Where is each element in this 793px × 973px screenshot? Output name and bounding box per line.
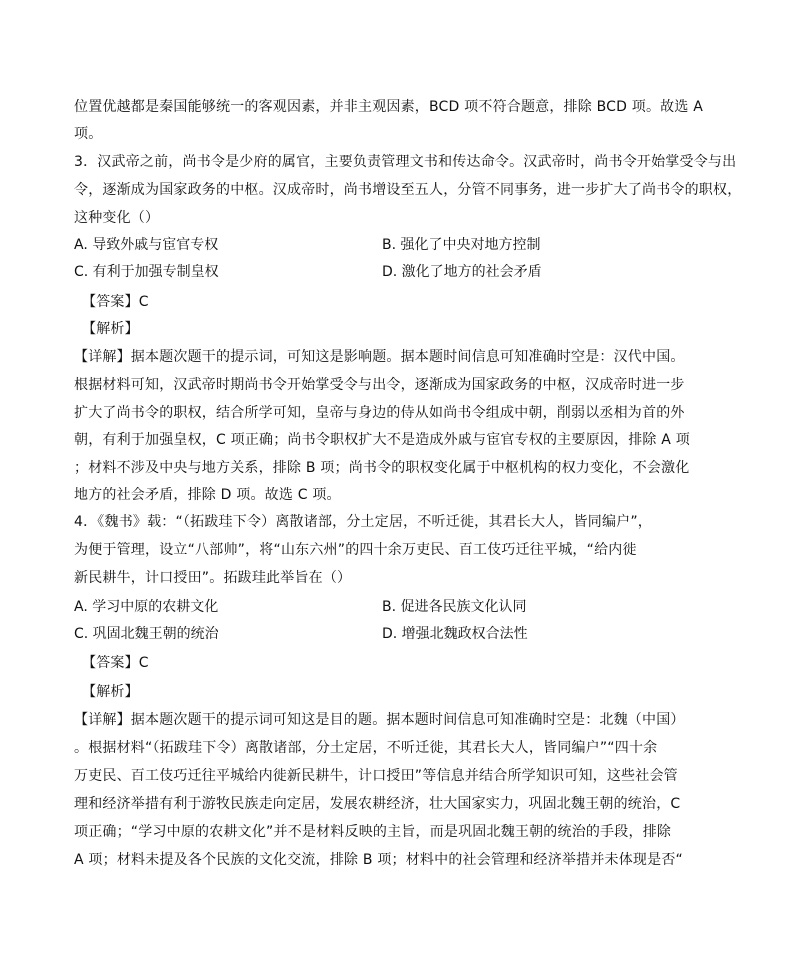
answer-label: 【答案】C: [82, 655, 149, 671]
question-stem-line: 3．汉武帝之前，尚书令是少府的属官，主要负责管理文书和传达命令。汉武帝时，尚书令开始掌受令与出: [74, 154, 737, 170]
question-stem-line: 4．《魏书》载：“（拓跋珪下令）离散诸部，分土定居，不听迁徙，其君长大人，皆同编户”，: [74, 514, 653, 530]
option-d: D. 激化了地方的社会矛盾: [382, 264, 542, 280]
explanation-line: 理和经济举措有利于游牧民族走向定居，发展农耕经济，壮大国家实力，巩固北魏王朝的统治，C: [74, 796, 681, 812]
explanation-line: 【详解】据本题次题干的提示词，可知这是影响题。据本题时间信息可知准确时空是：汉代中国。: [74, 349, 685, 365]
question-stem-line: 为便于管理，设立“八部帅”，将“山东六州”的四十余万吏民、百工伎巧迁往平城，“给内徙: [74, 542, 637, 558]
option-a: A. 导致外戚与宦官专权: [74, 237, 219, 253]
explanation-line: 朝，有利于加强皇权，C 项正确；尚书令职权扩大不是造成外戚与宦官专权的主要原因，排除 A 项: [74, 432, 690, 448]
explanation-line: 项正确；“学习中原的农耕文化”并不是材料反映的主旨，而是巩固北魏王朝的统治的手段，排除: [74, 824, 672, 840]
explanation-line: 扩大了尚书令的职权，结合所学可知，皇帝与身边的侍从如尚书令组成中朝，削弱以丞相为首的外: [74, 405, 685, 421]
explanation-line: 。根据材料“（拓跋珪下令）离散诸部，分土定居，不听迁徙，其君长大人，皆同编户”“四十余: [74, 740, 658, 756]
option-d: D. 增强北魏政权合法性: [382, 626, 528, 642]
text-line: 项。: [74, 126, 103, 142]
explanation-line: 万吏民、百工伎巧迁往平城给内徙新民耕牛，计口授田”等信息并结合所学知识可知，这些社会管: [74, 768, 678, 784]
question-stem-line: 令，逐渐成为国家政务的中枢。汉成帝时，尚书增设至五人，分管不同事务，进一步扩大了尚书令的职权，: [74, 182, 742, 198]
question-stem-line: 新民耕牛，计口授田”。拓跋珪此举旨在（）: [74, 570, 352, 586]
analysis-heading: 【解析】: [82, 684, 139, 700]
option-b: B. 促进各民族文化认同: [382, 599, 527, 615]
explanation-line: 根据材料可知，汉武帝时期尚书令开始掌受令与出令，逐渐成为国家政务的中枢，汉成帝时进一步: [74, 377, 685, 393]
explanation-line: 地方的社会矛盾，排除 D 项。故选 C 项。: [74, 487, 341, 503]
option-a: A. 学习中原的农耕文化: [74, 599, 219, 615]
option-c: C. 巩固北魏王朝的统治: [74, 626, 219, 642]
text-line: 位置优越都是秦国能够统一的客观因素，并非主观因素，BCD 项不符合题意，排除 BCD 项。故选 A: [74, 99, 704, 115]
option-c: C. 有利于加强专制皇权: [74, 264, 219, 280]
explanation-line: ；材料不涉及中央与地方关系，排除 B 项；尚书令的职权变化属于中枢机构的权力变化，不会激化: [74, 460, 690, 476]
explanation-line: 【详解】据本题次题干的提示词可知这是目的题。据本题时间信息可知准确时空是：北魏（中国）: [74, 712, 685, 728]
option-b: B. 强化了中央对地方控制: [382, 237, 541, 253]
explanation-line: A 项；材料未提及各个民族的文化交流，排除 B 项；材料中的社会管理和经济举措并未体现是否“: [74, 852, 683, 868]
answer-label: 【答案】C: [82, 294, 149, 310]
question-stem-line: 这种变化（）: [74, 210, 160, 226]
analysis-heading: 【解析】: [82, 321, 139, 337]
